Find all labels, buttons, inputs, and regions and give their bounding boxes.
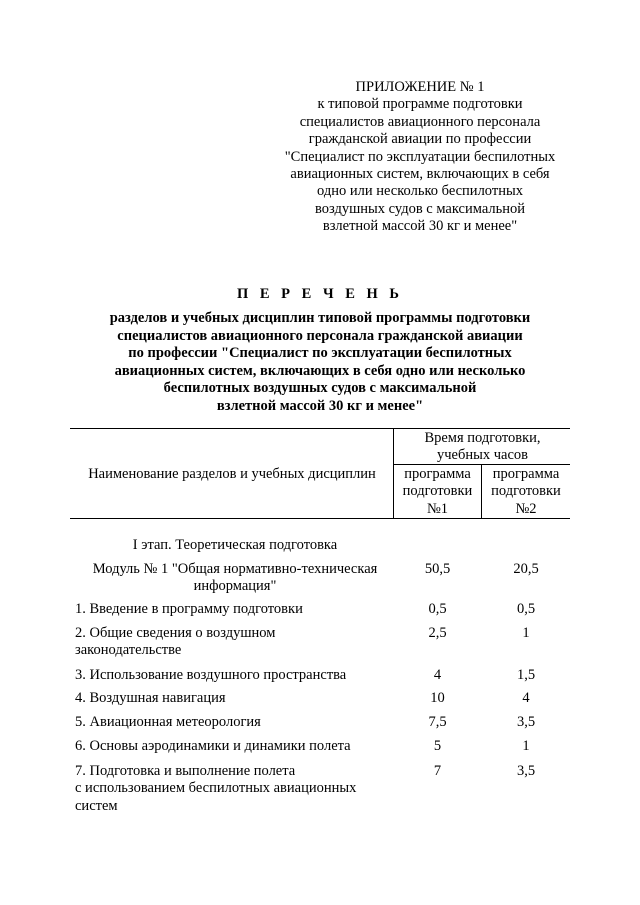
appendix-line: одно или несколько беспилотных xyxy=(317,183,523,200)
row-hours-program-2: 3,5 xyxy=(516,714,536,730)
appendix-line: взлетной массой 30 кг и менее" xyxy=(322,218,518,235)
row-hours-program-1: 0,5 xyxy=(428,601,447,617)
column-header-time xyxy=(395,430,570,465)
program2-header-line: №2 xyxy=(515,500,537,517)
subtitle-line: беспилотных воздушных судов с максимальной xyxy=(163,380,477,397)
module-hours-program-1: 50,5 xyxy=(424,561,451,577)
subtitle-line: по профессии "Специалист по эксплуатации беспилотных xyxy=(128,345,512,362)
row-hours-program-2: 0,5 xyxy=(516,601,536,617)
document-heading: П Е Р Е Ч Е Н Ь xyxy=(236,286,404,302)
program2-header-line: программа xyxy=(492,466,560,482)
column-header-program-1 xyxy=(394,466,481,518)
row-hours-program-2: 1 xyxy=(522,625,530,641)
row-hours-program-2: 1 xyxy=(522,738,530,754)
column-header-program-2 xyxy=(482,466,570,518)
module-name-line: информация" xyxy=(193,578,277,595)
module-name-line: Модуль № 1 "Общая нормативно-техническая xyxy=(92,561,378,577)
row-name: 1. Введение в программу подготовки xyxy=(75,601,303,617)
program2-header-line: подготовки xyxy=(491,483,561,500)
appendix-line: авиационных систем, включающих в себя xyxy=(290,166,550,183)
program1-header-line: №1 xyxy=(426,500,449,517)
row-name-line: с использованием беспилотных авиационных xyxy=(75,780,357,797)
appendix-line: специалистов авиационного персонала xyxy=(299,113,541,130)
row-name: 4. Воздушная навигация xyxy=(75,690,226,706)
appendix-line: к типовой программе подготовки xyxy=(317,96,523,113)
subtitle-line: специалистов авиационного персонала гражданской авиации xyxy=(117,327,523,344)
row-name: 3. Использование воздушного пространства xyxy=(75,667,347,683)
subtitle-line: взлетной массой 30 кг и менее" xyxy=(216,397,424,414)
row-name-line: 2. Общие сведения о воздушном xyxy=(75,625,276,641)
row-name-line: законодательстве xyxy=(75,642,182,659)
document-subtitle xyxy=(0,310,640,416)
row-name-line: 7. Подготовка и выполнение полета xyxy=(75,763,296,779)
row-hours-program-1: 5 xyxy=(433,738,442,754)
row-hours-program-1: 10 xyxy=(430,690,445,706)
appendix-line: воздушных судов с максимальной xyxy=(314,200,526,217)
row-hours-program-1: 7 xyxy=(433,763,442,779)
table-top-border xyxy=(70,428,570,429)
row-hours-program-1: 2,5 xyxy=(428,625,447,641)
subtitle-line: авиационных систем, включающих в себя одно или несколько xyxy=(114,362,526,379)
column-header-name: Наименование разделов и учебных дисциплин xyxy=(88,466,376,482)
time-header-line: Время подготовки, xyxy=(424,430,541,446)
stage-title: I этап. Теоретическая подготовка xyxy=(132,537,338,553)
time-header-line: учебных часов xyxy=(437,447,528,464)
row-name: 5. Авиационная метеорология xyxy=(75,714,261,730)
appendix-line: гражданской авиации по профессии xyxy=(308,131,532,148)
row-hours-program-2: 4 xyxy=(522,690,530,706)
module-hours-program-2: 20,5 xyxy=(513,561,539,577)
row-name xyxy=(75,763,395,815)
appendix-header xyxy=(260,79,580,236)
row-hours-program-1: 4 xyxy=(433,667,442,683)
program1-header-line: программа xyxy=(404,466,471,482)
module-name xyxy=(75,561,395,596)
row-name: 6. Основы аэродинамики и динамики полета xyxy=(75,738,351,754)
row-name-line: систем xyxy=(75,797,118,814)
subtitle-line: разделов и учебных дисциплин типовой программы подготовки xyxy=(109,310,531,326)
row-hours-program-1: 7,5 xyxy=(428,714,447,730)
row-hours-program-2: 3,5 xyxy=(516,763,536,779)
row-name xyxy=(75,625,395,660)
program1-header-line: подготовки xyxy=(402,483,473,500)
appendix-line: "Специалист по эксплуатации беспилотных xyxy=(284,148,556,165)
row-hours-program-2: 1,5 xyxy=(516,667,536,683)
appendix-line: ПРИЛОЖЕНИЕ № 1 xyxy=(355,79,485,95)
